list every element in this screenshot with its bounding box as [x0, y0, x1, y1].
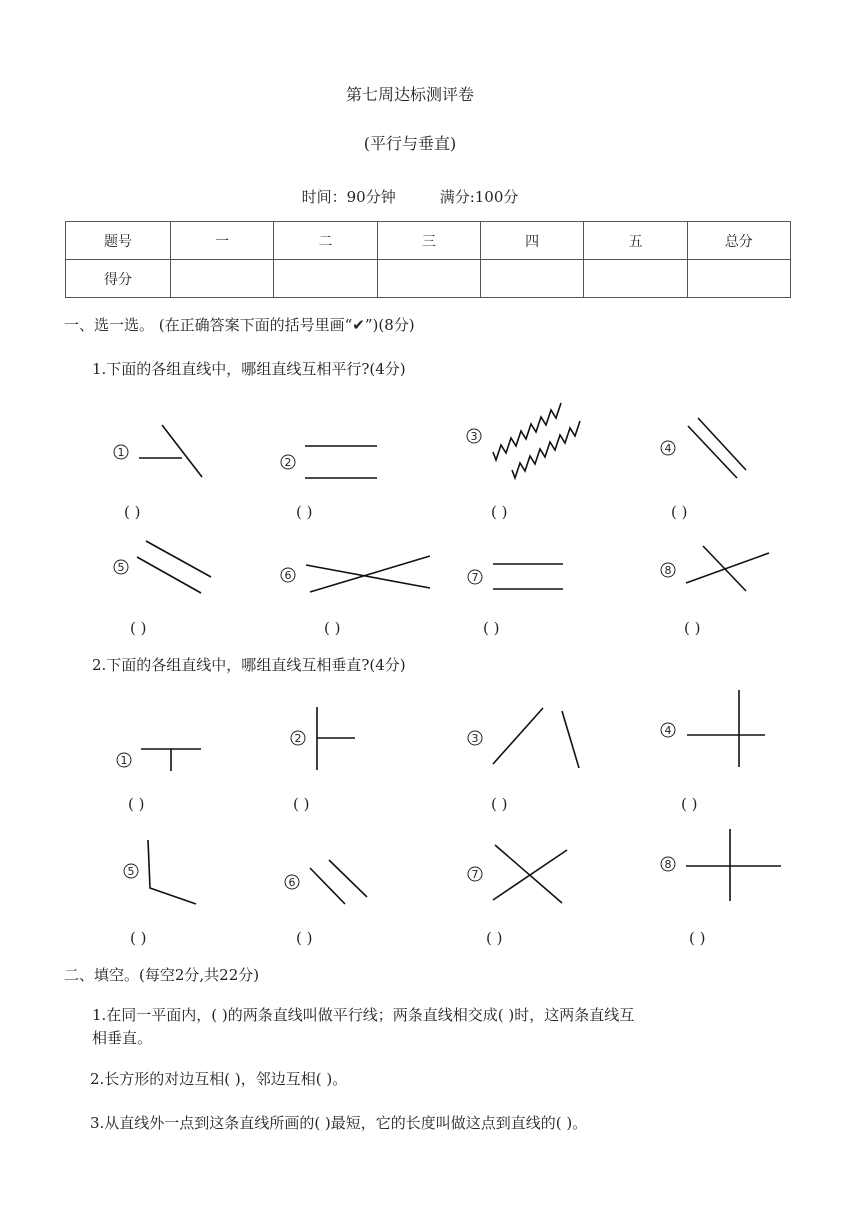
score-header-cell: 五 [584, 222, 687, 260]
q2-figure-2 [291, 707, 355, 770]
page-subtitle: (平行与垂直) [363, 134, 457, 153]
figure-number: 4 [664, 724, 672, 737]
page-title: 第七周达标测评卷 [345, 85, 474, 104]
q2-figure-4 [661, 690, 765, 767]
full-score: 满分:100分 [439, 188, 519, 206]
q1-figure-4 [661, 418, 746, 478]
figure-number: 1 [117, 446, 125, 459]
section1-q1-text: 1.下面的各组直线中，哪组直线互相平行?(4分) [92, 360, 406, 378]
score-header-cell: 四 [480, 222, 583, 260]
q2-figure-8 [661, 829, 781, 901]
q1-figure-1 [114, 425, 202, 477]
figure-number: 8 [664, 564, 672, 577]
answer-blank[interactable]: ( ) [293, 795, 310, 813]
section1-title: 一、选一选。 (在正确答案下面的括号里画“✔”)(8分) [64, 316, 415, 334]
q1-figure-5 [114, 541, 211, 593]
q2-figure-1 [117, 749, 201, 771]
answer-blank[interactable]: ( ) [296, 929, 313, 947]
time-limit: 时间：90分钟 [301, 188, 396, 206]
answer-blank[interactable]: ( ) [130, 929, 147, 947]
section2-q1-line1: 1.在同一平面内，( )的两条直线叫做平行线；两条直线相交成( )时，这两条直线互 [92, 1006, 635, 1024]
q2-figure-7 [468, 845, 567, 903]
figure-number: 7 [471, 868, 479, 881]
figure-number: 5 [117, 561, 125, 574]
answer-blank[interactable]: ( ) [671, 503, 688, 521]
q1-figure-6 [281, 556, 430, 592]
answer-blank[interactable]: ( ) [324, 619, 341, 637]
q1-figure-7 [468, 564, 563, 589]
answer-blank[interactable]: ( ) [128, 795, 145, 813]
q1-figure-2 [281, 446, 377, 478]
figure-number: 2 [294, 732, 302, 745]
score-row-label: 得分 [66, 260, 171, 298]
answer-blank[interactable]: ( ) [130, 619, 147, 637]
figure-number: 5 [127, 865, 135, 878]
score-header-cell: 总分 [687, 222, 790, 260]
q2-figure-5 [124, 840, 196, 904]
answer-blank[interactable]: ( ) [491, 795, 508, 813]
answer-blank[interactable]: ( ) [491, 503, 508, 521]
answer-blank[interactable]: ( ) [296, 503, 313, 521]
section1-q2-text: 2.下面的各组直线中，哪组直线互相垂直?(4分) [92, 656, 406, 674]
score-header-cell: 一 [171, 222, 274, 260]
score-header-cell: 二 [274, 222, 377, 260]
answer-blank[interactable]: ( ) [681, 795, 698, 813]
figure-number: 3 [471, 732, 479, 745]
answer-blank[interactable]: ( ) [486, 929, 503, 947]
answer-blank[interactable]: ( ) [124, 503, 141, 521]
figure-number: 4 [664, 442, 672, 455]
figure-number: 6 [284, 569, 292, 582]
figure-number: 6 [288, 876, 296, 889]
section2-title: 二、填空。(每空2分,共22分) [64, 966, 260, 984]
figure-number: 8 [664, 858, 672, 871]
figure-number: 7 [471, 571, 479, 584]
answer-blank[interactable]: ( ) [684, 619, 701, 637]
section2-q1-line2: 相垂直。 [92, 1029, 153, 1047]
score-header-cell: 题号 [66, 222, 171, 260]
answer-blank[interactable]: ( ) [689, 929, 706, 947]
score-header-cell: 三 [377, 222, 480, 260]
answer-blank[interactable]: ( ) [483, 619, 500, 637]
q1-figure-8 [661, 546, 769, 591]
figure-number: 1 [120, 754, 128, 767]
q2-figure-6 [285, 860, 367, 904]
q1-figure-3 [467, 403, 580, 478]
q2-figure-3 [468, 708, 579, 768]
section2-q3-text: 3.从直线外一点到这条直线所画的( )最短，它的长度叫做这点到直线的( )。 [90, 1114, 588, 1132]
figure-number: 3 [470, 430, 478, 443]
section2-q2-text: 2.长方形的对边互相( )，邻边互相( )。 [90, 1070, 348, 1088]
figure-number: 2 [284, 456, 292, 469]
